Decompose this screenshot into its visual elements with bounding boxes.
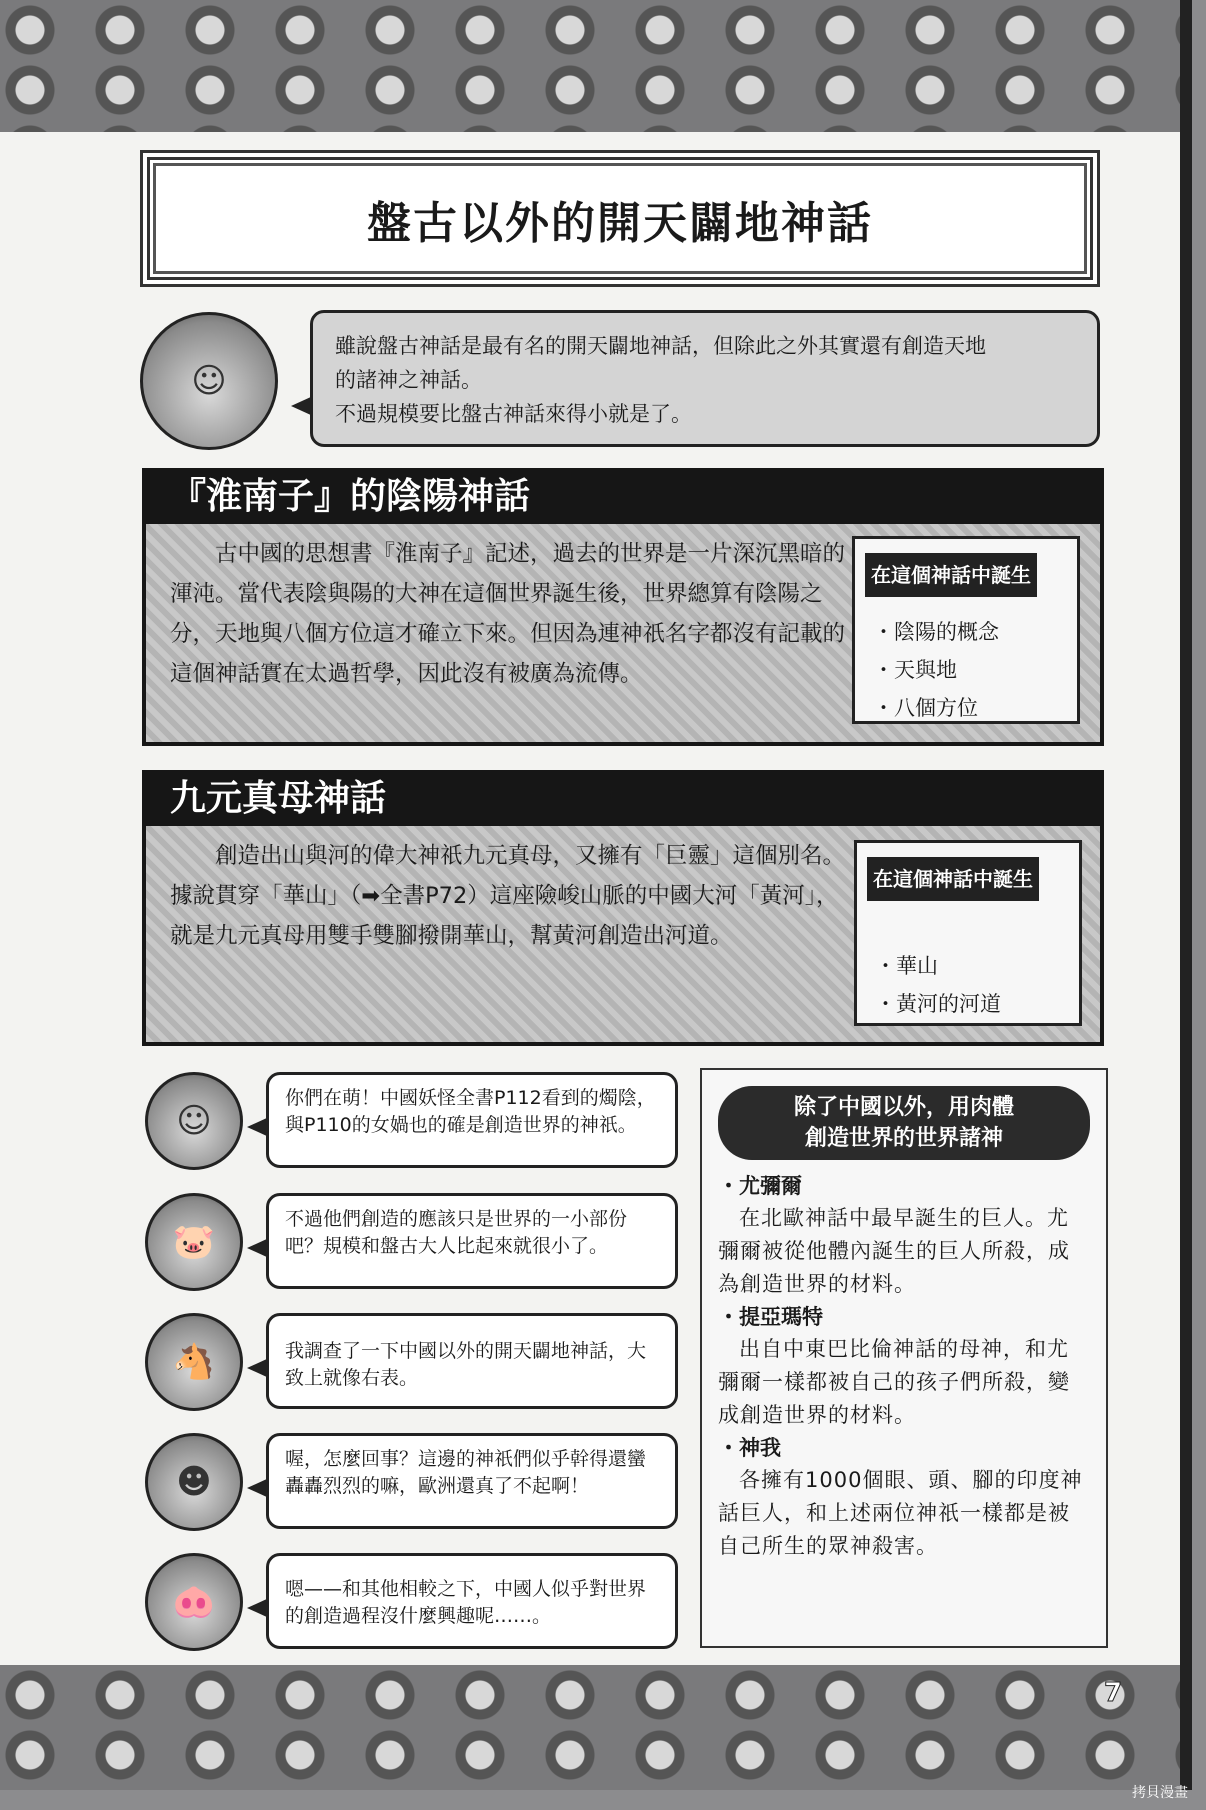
section-body: [142, 826, 1104, 1046]
bottom-ornament-band: [0, 1665, 1190, 1790]
avatar-icon: 🐽: [145, 1553, 243, 1651]
god-name: ・神我: [718, 1436, 781, 1460]
intro-line: 雖說盤古神話是最有名的開天闢地神話，但除此之外其實還有創造天地: [335, 334, 986, 358]
speech-bubble: 你們在萌！中國妖怪全書P112看到的燭陰，與P110的女媧也的確是創造世界的神祇。: [266, 1072, 678, 1168]
title-frame: [140, 150, 1100, 287]
avatar-icon: 🐴: [145, 1313, 243, 1411]
section-text: 創造出山與河的偉大神祇九元真母，又擁有「巨靈」這個別名。據說貫穿「華山」（➡全書P72）這座險峻山脈的中國大河「黃河」，就是九元真母用雙手雙腳撥開華山，幫黃河創造出河道。: [170, 843, 846, 949]
avatar-icon: ☺: [145, 1072, 243, 1170]
god-name: ・提亞瑪特: [718, 1305, 823, 1329]
avatar-icon: ☺: [140, 312, 278, 450]
avatar-icon: ☻: [145, 1433, 243, 1531]
intro-speech-bubble: [310, 310, 1100, 447]
section-text: 古中國的思想書『淮南子』記述，過去的世界是一片深沉黑暗的渾沌。當代表陰與陽的大神在這個世界誕生後，世界總算有陰陽之分，天地與八個方位這才確立下來。但因為連神祇名字都沒有記載的這個神話實在太過哲學，因此沒有被廣為流傳。: [170, 541, 846, 687]
watermark: 拷貝漫畫: [1132, 1785, 1188, 1801]
god-description: 出自中東巴比倫神話的母神，和尤彌爾一樣都被自己的孩子們所殺，變成創造世界的材料。: [718, 1337, 1070, 1427]
god-description: 各擁有1000個眼、頭、腳的印度神話巨人，和上述兩位神祇一樣都是被自己所生的眾神殺害。: [718, 1468, 1083, 1558]
god-description: 在北歐神話中最早誕生的巨人。尤彌爾被從他體內誕生的巨人所殺，成為創造世界的材料。: [718, 1206, 1070, 1296]
section-heading: 『淮南子』的陰陽神話: [142, 468, 1104, 524]
born-item: ・天與地: [873, 658, 957, 682]
speech-bubble: 喔，怎麼回事？這邊的神祇們似乎幹得還蠻轟轟烈烈的嘛，歐洲還真了不起啊！: [266, 1433, 678, 1529]
top-ornament-band: [0, 0, 1190, 132]
section-body: [142, 524, 1104, 746]
avatar-icon: 🐷: [145, 1193, 243, 1291]
world-gods-panel: [700, 1068, 1108, 1648]
born-in-myth-title: 在這個神話中誕生: [867, 857, 1039, 901]
panel-title-line: 創造世界的世界諸神: [804, 1126, 1003, 1151]
intro-line: 的諸神之神話。: [335, 368, 482, 392]
section-heading: 九元真母神話: [142, 770, 1104, 826]
panel-title-line: 除了中國以外，用肉體: [793, 1095, 1014, 1120]
born-in-myth-box: [852, 536, 1080, 724]
born-in-myth-box: [854, 840, 1082, 1026]
panel-title: [718, 1086, 1090, 1160]
born-item: ・八個方位: [873, 696, 978, 720]
born-item: ・陰陽的概念: [873, 620, 999, 644]
page-number: 7: [1104, 1678, 1123, 1708]
speech-bubble: 嗯——和其他相較之下，中國人似乎對世界的創造過程沒什麼興趣呢……。: [266, 1553, 678, 1649]
page-edge: [1180, 0, 1192, 1790]
page-title: 盤古以外的開天闢地神話: [367, 197, 873, 249]
born-item: ・華山: [875, 954, 938, 978]
god-name: ・尤彌爾: [718, 1174, 802, 1198]
intro-line: 不過規模要比盤古神話來得小就是了。: [335, 402, 692, 426]
born-in-myth-title: 在這個神話中誕生: [865, 553, 1037, 597]
born-item: ・黃河的河道: [875, 992, 1001, 1016]
speech-bubble: 我調查了一下中國以外的開天闢地神話，大致上就像右表。: [266, 1313, 678, 1409]
speech-bubble: 不過他們創造的應該只是世界的一小部份吧？規模和盤古大人比起來就很小了。: [266, 1193, 678, 1289]
